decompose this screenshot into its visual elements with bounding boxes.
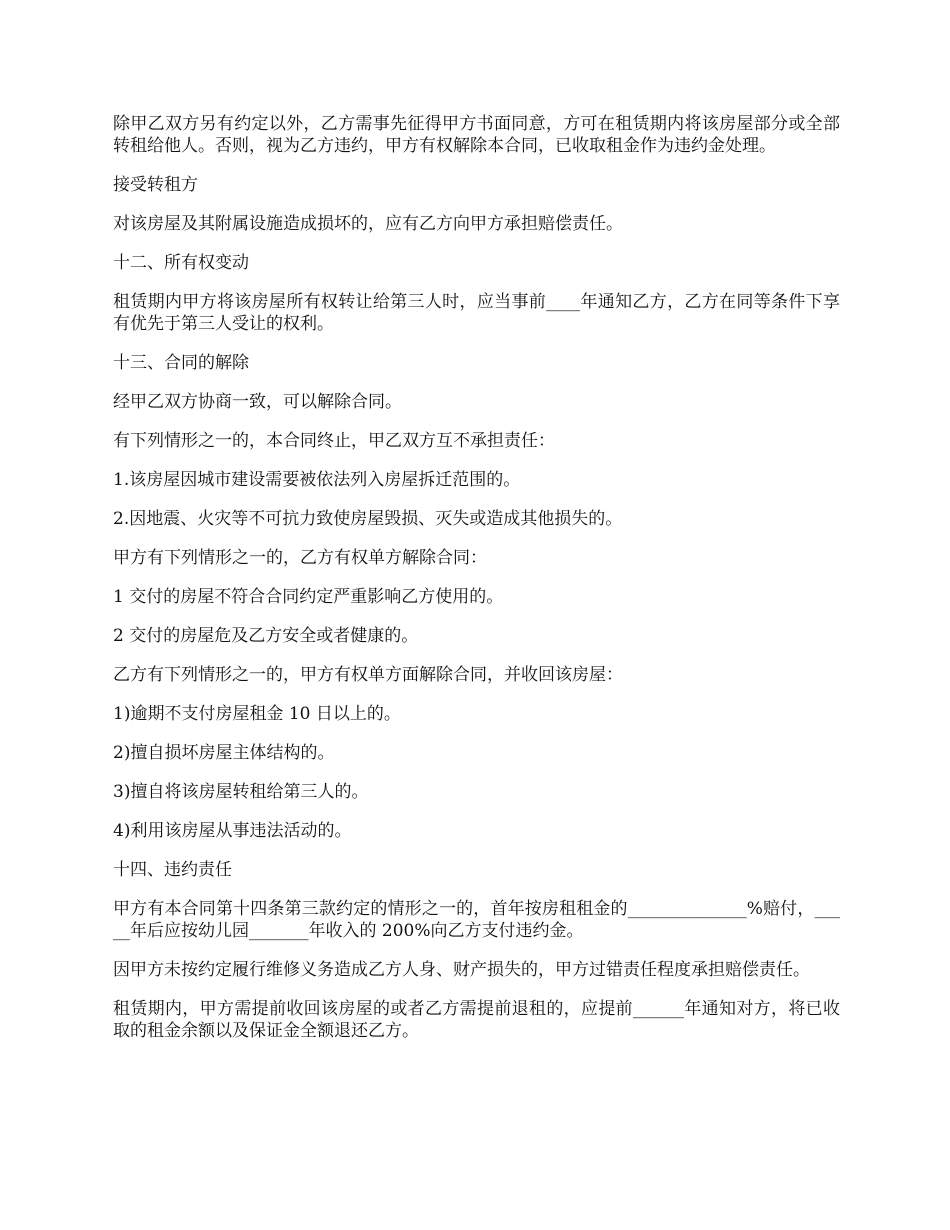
list-item-unauthorized-sublease: 3)擅自将该房屋转租给第三人的。 xyxy=(113,782,369,802)
paragraph-damage-liability: 对该房屋及其附属设施造成损坏的，应有乙方向甲方承担赔偿责任。 xyxy=(113,214,623,234)
paragraph-ownership-transfer: 租赁期内甲方将该房屋所有权转让给第三人时，应当事前____年通知乙方，乙方在同等条件下享有优先于第三人受让的权利。 xyxy=(113,292,840,334)
list-item-overdue-rent: 1)逾期不支付房屋租金 10 日以上的。 xyxy=(113,704,401,724)
paragraph-lessee-conditions: 乙方有下列情形之一的，甲方有权单方面解除合同，并收回该房屋： xyxy=(113,665,623,685)
section-heading-termination: 十三、合同的解除 xyxy=(113,353,249,373)
paragraph-termination-conditions: 有下列情形之一的，本合同终止，甲乙双方互不承担责任： xyxy=(113,431,555,451)
list-item-nonconforming-house: 1 交付的房屋不符合合同约定严重影响乙方使用的。 xyxy=(113,587,504,607)
paragraph-sublessee: 接受转租方 xyxy=(113,175,198,195)
paragraph-early-termination: 租赁期内，甲方需提前收回该房屋的或者乙方需提前退租的，应提前______年通知对方，将已收取的租金余额以及保证金全额退还乙方。 xyxy=(113,999,840,1041)
list-item-force-majeure: 2.因地震、火灾等不可抗力致使房屋毁损、灭失或造成其他损失的。 xyxy=(113,509,623,529)
list-item-demolition: 1.该房屋因城市建设需要被依法列入房屋拆迁范围的。 xyxy=(113,470,521,490)
list-item-illegal-activity: 4)利用该房屋从事违法活动的。 xyxy=(113,821,352,841)
section-heading-ownership-change: 十二、所有权变动 xyxy=(113,253,249,273)
paragraph-maintenance-liability: 因甲方未按约定履行维修义务造成乙方人身、财产损失的，甲方过错责任程度承担赔偿责任。 xyxy=(113,960,810,980)
document-body xyxy=(113,113,840,1059)
paragraph-lessor-conditions: 甲方有下列情形之一的，乙方有权单方解除合同： xyxy=(113,548,487,568)
paragraph-sublease-consent: 除甲乙双方另有约定以外，乙方需事先征得甲方书面同意，方可在租赁期内将该房屋部分或全部转租给他人。否则，视为乙方违约，甲方有权解除本合同，已收取租金作为违约金处理。 xyxy=(113,114,840,156)
section-heading-breach-liability: 十四、违约责任 xyxy=(113,860,232,880)
list-item-structural-damage: 2)擅自损坏房屋主体结构的。 xyxy=(113,743,335,763)
paragraph-mutual-termination: 经甲乙双方协商一致，可以解除合同。 xyxy=(113,392,402,412)
paragraph-breach-penalty: 甲方有本合同第十四条第三款约定的情形之一的，首年按房租租金的______________%赔付，_____年后应按幼儿园_______年收入的 200%向乙方支付违约金。 xyxy=(113,899,840,941)
list-item-safety-hazard: 2 交付的房屋危及乙方安全或者健康的。 xyxy=(113,626,419,646)
